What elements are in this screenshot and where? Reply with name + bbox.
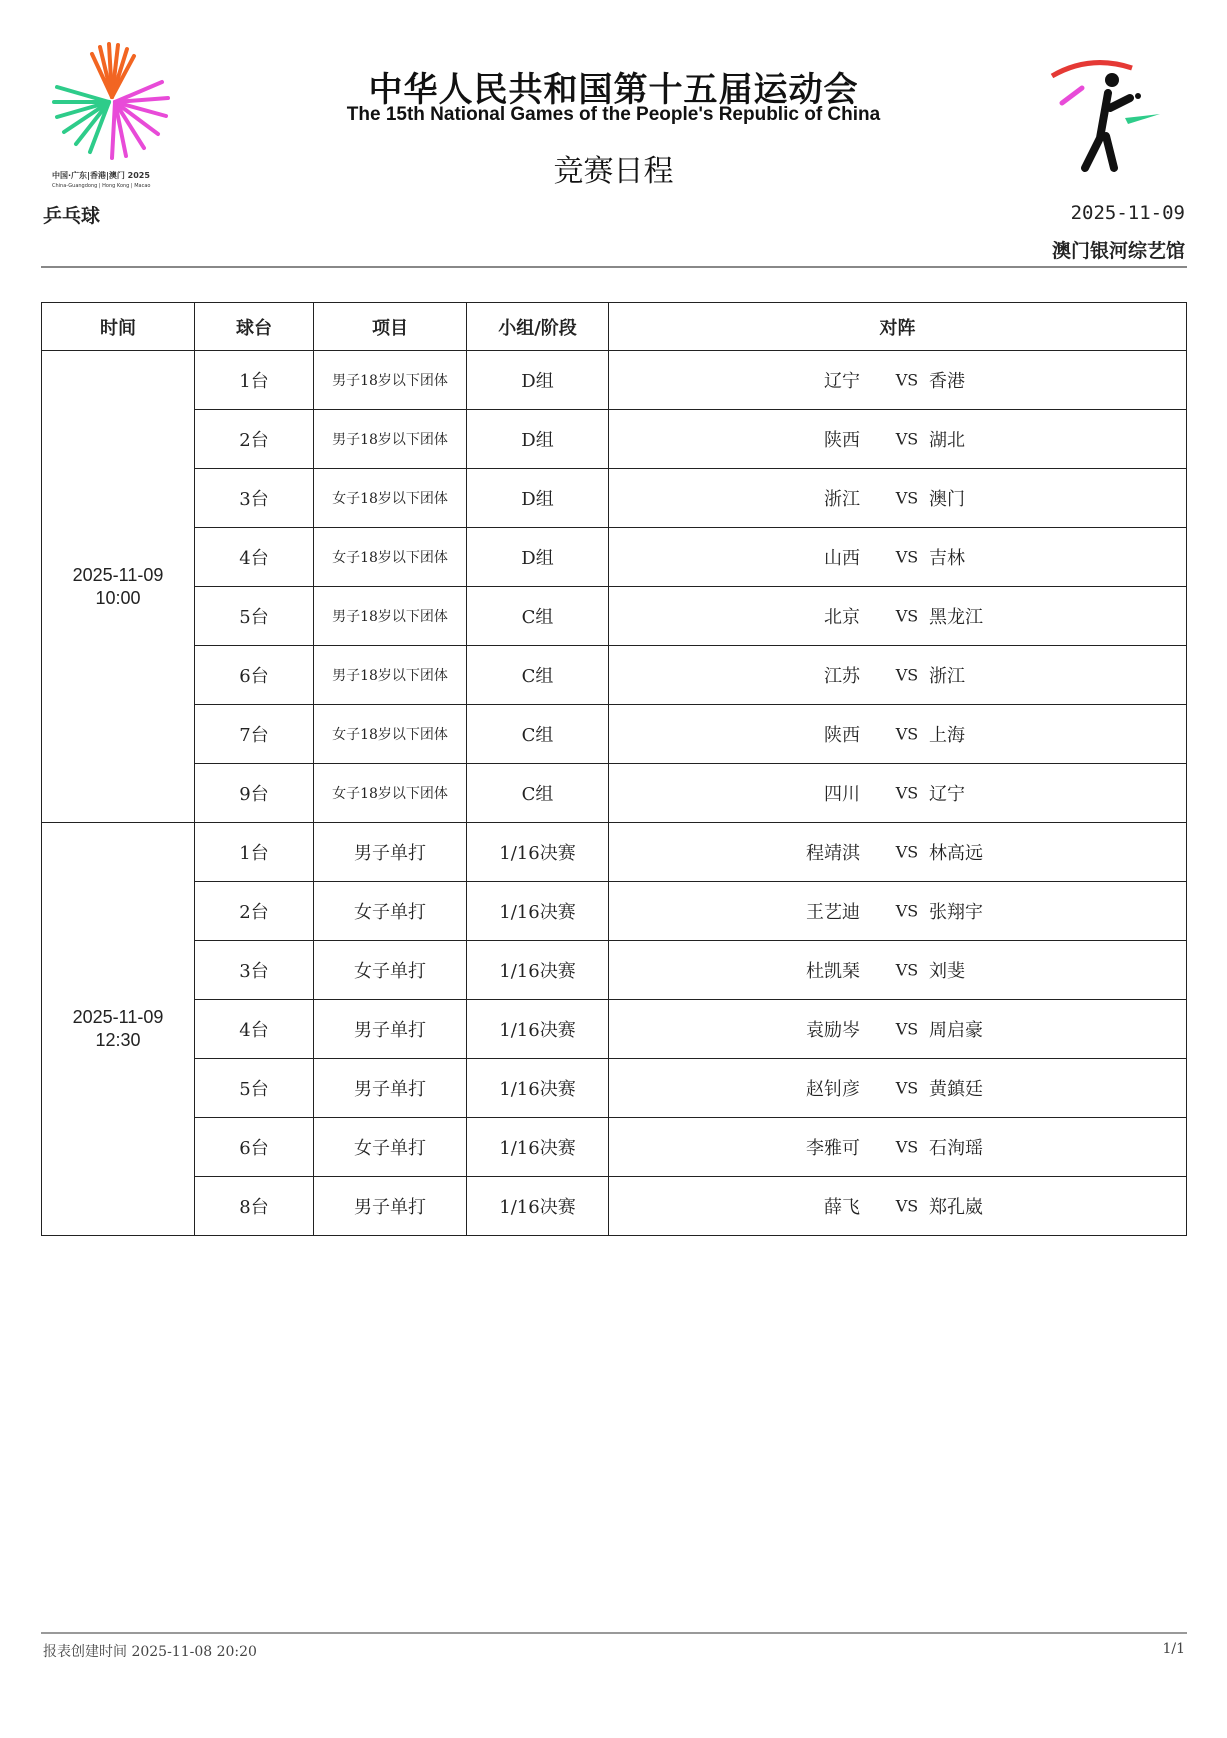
stage: 1/16决赛 [467,941,609,1000]
side-b: 香港 [929,371,965,392]
session-time [42,351,195,823]
column-header: 小组/阶段 [467,303,609,351]
table-row [42,1000,1187,1059]
stage: C组 [467,764,609,823]
table-row [42,410,1187,469]
side-b: 吉林 [929,548,965,569]
matchup [609,587,1187,646]
side-b: 黑龙江 [929,607,983,628]
event-name: 女子18岁以下团体 [314,764,467,823]
table-number: 4台 [195,1000,314,1059]
table-row [42,469,1187,528]
table-number: 3台 [195,469,314,528]
matchup [609,646,1187,705]
side-b: 林高远 [929,843,983,864]
table-number: 4台 [195,528,314,587]
vs-label: VS [895,1019,919,1039]
matchup [609,410,1187,469]
side-a: 山西 [824,548,860,569]
side-a: 薛飞 [824,1197,860,1218]
table-number: 9台 [195,764,314,823]
sport-name: 乒乓球 [43,205,101,227]
side-b: 湖北 [929,430,965,451]
vs-label: VS [895,606,919,626]
side-a: 四川 [824,784,860,805]
side-a: 赵钊彦 [806,1079,860,1100]
vs-label: VS [895,370,919,390]
table-number: 5台 [195,1059,314,1118]
vs-label: VS [895,842,919,862]
schedule-table [41,302,1187,1236]
page-number: 1/1 [1162,1641,1185,1657]
vs-label: VS [895,901,919,921]
stage: C组 [467,646,609,705]
session-date: 2025-11-09 [72,1007,164,1027]
table-number: 6台 [195,646,314,705]
matchup [609,528,1187,587]
schedule-date: 2025-11-09 [1070,202,1185,224]
matchup [609,882,1187,941]
stage: D组 [467,528,609,587]
stage: 1/16决赛 [467,823,609,882]
column-header: 时间 [42,303,195,351]
table-number: 3台 [195,941,314,1000]
stage: 1/16决赛 [467,1177,609,1236]
matchup [609,1000,1187,1059]
side-a: 李雅可 [806,1138,860,1159]
table-row [42,1059,1187,1118]
vs-label: VS [895,429,919,449]
stage: D组 [467,351,609,410]
stage: 1/16决赛 [467,1118,609,1177]
side-b: 澳门 [929,489,965,510]
vs-label: VS [895,783,919,803]
side-b: 刘斐 [929,961,965,982]
matchup [609,469,1187,528]
table-number: 7台 [195,705,314,764]
matchup [609,764,1187,823]
event-name: 男子单打 [314,1000,467,1059]
vs-label: VS [895,1196,919,1216]
table-row [42,823,1187,882]
side-a: 辽宁 [824,371,860,392]
stage: C组 [467,705,609,764]
side-a: 北京 [824,607,860,628]
side-a: 王艺迪 [806,902,860,923]
stage: C组 [467,587,609,646]
side-b: 浙江 [929,666,965,687]
session-time [42,823,195,1236]
table-row [42,351,1187,410]
table-number: 2台 [195,882,314,941]
side-a: 浙江 [824,489,860,510]
event-name: 男子单打 [314,1177,467,1236]
table-row [42,882,1187,941]
event-name: 男子18岁以下团体 [314,646,467,705]
side-b: 郑孔崴 [929,1197,983,1218]
side-b: 张翔宇 [929,902,983,923]
side-b: 黄鎮廷 [929,1079,983,1100]
venue-name: 澳门银河综艺馆 [1051,240,1185,262]
stage: 1/16决赛 [467,1000,609,1059]
column-header: 对阵 [609,303,1187,351]
side-a: 杜凯琹 [806,961,860,982]
stage: D组 [467,469,609,528]
side-a: 袁励岑 [806,1020,860,1041]
matchup [609,1118,1187,1177]
event-name: 女子18岁以下团体 [314,469,467,528]
stage: D组 [467,410,609,469]
header-divider [41,266,1187,268]
games-title-cn: 中华人民共和国第十五届运动会 [368,70,859,110]
stage: 1/16决赛 [467,882,609,941]
event-name: 男子单打 [314,823,467,882]
event-name: 男子18岁以下团体 [314,587,467,646]
session-clock: 10:00 [95,587,141,608]
event-name: 男子18岁以下团体 [314,410,467,469]
matchup [609,941,1187,1000]
svg-text:China-Guangdong | Hong Kong |: China-Guangdong | Hong Kong | Macao [52,183,151,189]
column-header: 球台 [195,303,314,351]
event-name: 女子单打 [314,882,467,941]
table-row [42,941,1187,1000]
matchup [609,1059,1187,1118]
event-name: 女子18岁以下团体 [314,528,467,587]
session-date: 2025-11-09 [72,564,164,585]
event-name: 女子18岁以下团体 [314,705,467,764]
table-number: 6台 [195,1118,314,1177]
vs-label: VS [895,547,919,567]
table-row [42,587,1187,646]
event-name: 女子单打 [314,941,467,1000]
matchup [609,351,1187,410]
table-number: 1台 [195,823,314,882]
side-a: 程靖淇 [806,843,860,864]
table-row [42,1177,1187,1236]
games-title-en: The 15th National Games of the People's Republic of China [346,104,881,125]
table-row [42,705,1187,764]
table-row [42,1118,1187,1177]
side-a: 江苏 [824,666,860,687]
event-name: 男子单打 [314,1059,467,1118]
svg-text:中国·广东|香港|澳门 2025: 中国·广东|香港|澳门 2025 [52,171,150,180]
table-number: 2台 [195,410,314,469]
matchup [609,1177,1187,1236]
column-header: 项目 [314,303,467,351]
page-subtitle: 竞赛日程 [553,154,674,189]
matchup [609,823,1187,882]
footer-divider [41,1632,1187,1634]
report-created-time: 报表创建时间 2025-11-08 20:20 [43,1644,257,1660]
vs-label: VS [895,1078,919,1098]
side-a: 陕西 [824,430,860,451]
matchup [609,705,1187,764]
vs-label: VS [895,960,919,980]
table-number: 5台 [195,587,314,646]
stage: 1/16决赛 [467,1059,609,1118]
side-b: 石洵瑶 [929,1138,983,1159]
side-b: 上海 [929,725,965,746]
table-row [42,528,1187,587]
side-b: 周启豪 [929,1020,983,1041]
table-number: 1台 [195,351,314,410]
vs-label: VS [895,724,919,744]
event-name: 男子18岁以下团体 [314,351,467,410]
side-b: 辽宁 [929,784,965,805]
table-row [42,764,1187,823]
vs-label: VS [895,488,919,508]
session-clock: 12:30 [95,1030,141,1050]
table-number: 8台 [195,1177,314,1236]
vs-label: VS [895,665,919,685]
table-row [42,646,1187,705]
event-name: 女子单打 [314,1118,467,1177]
side-a: 陕西 [824,725,860,746]
vs-label: VS [895,1137,919,1157]
